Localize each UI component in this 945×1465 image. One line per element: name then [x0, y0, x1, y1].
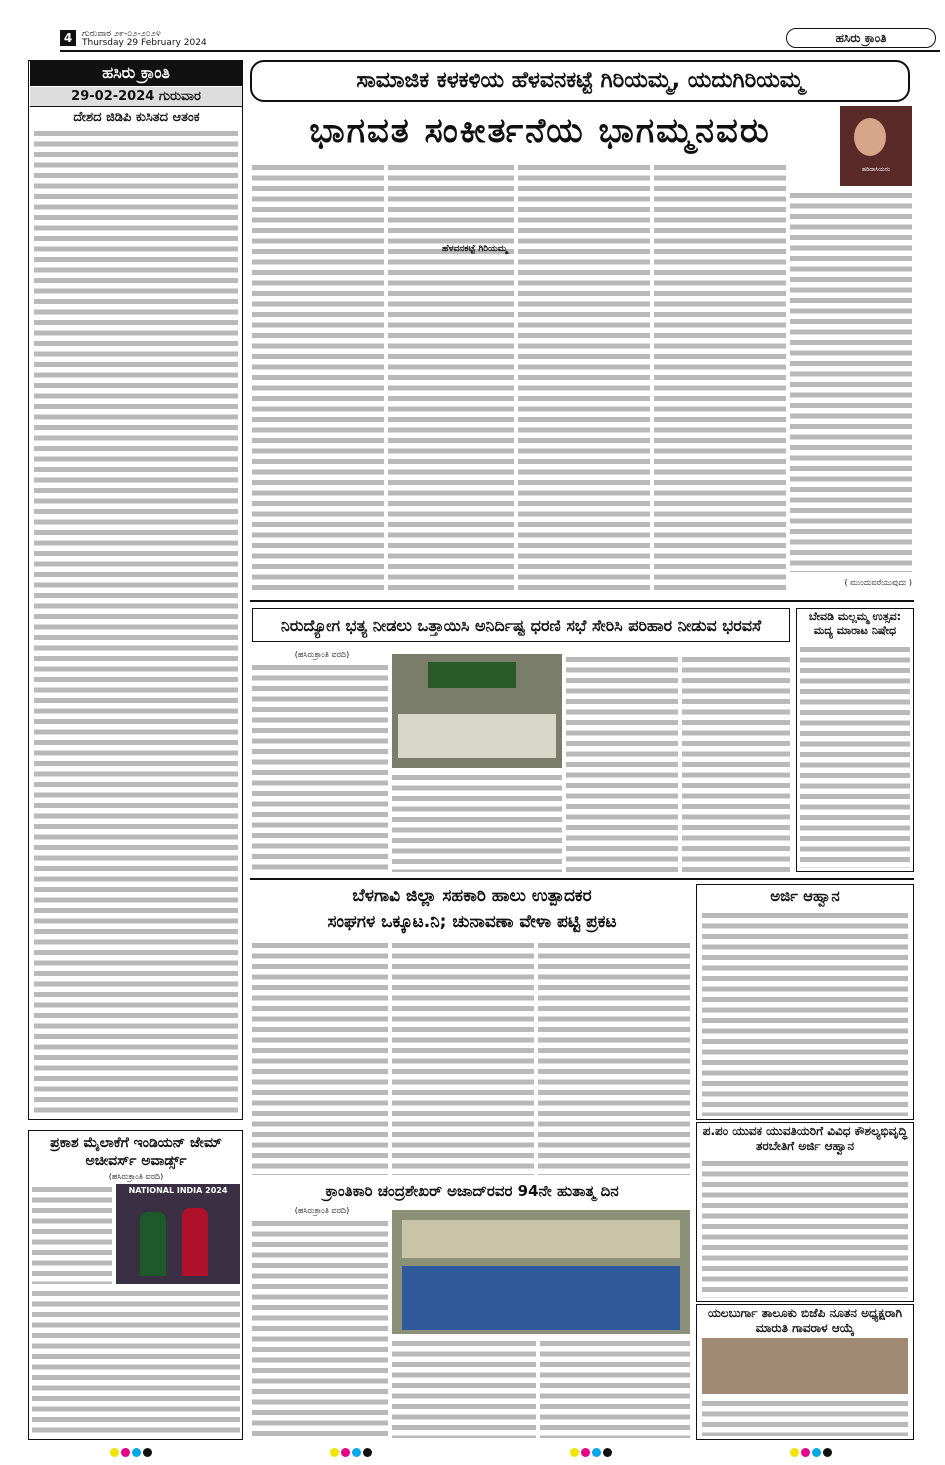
- liquor-ban-body: [800, 644, 910, 868]
- protest-col-1: [252, 662, 388, 872]
- azad-col-2: [392, 1338, 536, 1438]
- dairy-col-3: [538, 940, 690, 1175]
- liquor-ban-headline: ಬೇವಡಿ ಮಲ್ಲಮ್ಮ ಉತ್ಸವ: ಮದ್ಯ ಮಾರಾಟ ನಿಷೇಧ: [808, 610, 902, 637]
- protest-banner: [428, 662, 516, 688]
- protest-col-4: [682, 654, 790, 872]
- training-body: [702, 1158, 908, 1298]
- protest-crowd: [398, 714, 556, 758]
- top-story-col-3: [518, 162, 650, 594]
- reg-dot-yellow: [790, 1448, 799, 1457]
- protest-col-3: [566, 654, 678, 872]
- mid-rule: [250, 878, 914, 880]
- top-story-kicker: ಸಾಮಾಜಿಕ ಕಳಕಳಿಯ ಹೆಳವನಕಟ್ಟೆ ಗಿರಿಯಮ್ಮ, ಯದುಗಿರಿಯಮ್ಮ: [250, 60, 910, 102]
- left-main-body: [34, 128, 238, 1113]
- azad-headline: ಕ್ರಾಂತಿಕಾರಿ ಚಂದ್ರಶೇಖರ್ ಅಜಾದ್‌ರವರ 94ನೇ ಹುತಾತ್ಮ ದಿನ: [325, 1182, 619, 1200]
- award-person-1: [140, 1212, 166, 1276]
- reg-dot-cyan: [812, 1448, 821, 1457]
- award-body: [32, 1288, 240, 1436]
- azad-students: [402, 1266, 680, 1330]
- top-story-subhead: ಹೆಳವನಕಟ್ಟೆ ಗಿರಿಯಮ್ಮ: [442, 244, 508, 254]
- reg-dot-black: [143, 1448, 152, 1457]
- header-date-kannada: ಗುರುವಾರ ೨೯-೦೨-೨೦೨೪: [82, 29, 161, 39]
- header-date-english: Thursday 29 February 2024: [82, 38, 207, 48]
- reg-dot-black: [363, 1448, 372, 1457]
- reg-marks-left: [110, 1442, 154, 1461]
- award-dateline: (ಹಸಿರುಕ್ರಾಂತಿ ವರದಿ): [108, 1172, 164, 1181]
- azad-dateline: (ಹಸಿರುಕ್ರಾಂತಿ ವರದಿ): [294, 1206, 350, 1215]
- protest-dateline: (ಹಸಿರುಕ್ರಾಂತಿ ವರದಿ): [294, 650, 350, 659]
- portrait-label: ಹರಿದಾಸಿಯರು: [861, 166, 890, 173]
- azad-col-1: [252, 1218, 388, 1438]
- masthead: ಹಸಿರು ಕ್ರಾಂತಿ: [30, 60, 242, 86]
- header-rule: [60, 50, 940, 52]
- award-body-top: [32, 1184, 112, 1284]
- reg-dot-yellow: [330, 1448, 339, 1457]
- reg-dot-magenta: [121, 1448, 130, 1457]
- protest-photo: [392, 654, 562, 768]
- top-story-headline: ಭಾಗವತ ಸಂಕೀರ್ತನೆಯ ಭಾಗಮ್ಮನವರು: [250, 106, 830, 156]
- header-paper-name: ಹಸಿರು ಕ್ರಾಂತಿ: [786, 28, 936, 48]
- top-story-col-4: [654, 162, 786, 594]
- reg-marks-center-2: [570, 1442, 614, 1461]
- dairy-headline-1: ಬೆಳಗಾವಿ ಜಿಲ್ಲಾ ಸಹಕಾರಿ ಹಾಲು ಉತ್ಪಾದಕರ: [352, 886, 592, 906]
- azad-back-row: [402, 1220, 680, 1258]
- award-person-2: [182, 1208, 208, 1276]
- application-headline: ಅರ್ಜಿ ಆಹ್ವಾನ: [770, 887, 840, 905]
- reg-dot-yellow: [570, 1448, 579, 1457]
- portrait-face: [854, 118, 886, 156]
- azad-photo: [392, 1210, 690, 1334]
- bjp-headline: ಯಲಬುರ್ಗಾ ತಾಲೂಕು ಬಿಜೆಪಿ ನೂತನ ಅಧ್ಯಕ್ಷರಾಗಿ ಮಾರುತಿ ಗಾವರಾಳ ಆಯ್ಕೆ: [707, 1306, 903, 1335]
- training-headline: ಪ.ಪಂ ಯುವಕ ಯುವತಿಯರಿಗೆ ವಿವಿಧ ಕೌಶಲ್ಯಭಿವೃದ್ಧಿ ತರಬೇತಿಗೆ ಅರ್ಜಿ ಆಹ್ವಾನ: [702, 1124, 908, 1153]
- reg-dot-cyan: [592, 1448, 601, 1457]
- award-photo: [116, 1184, 240, 1284]
- reg-marks-center: [330, 1442, 374, 1461]
- reg-dot-magenta: [801, 1448, 810, 1457]
- application-body: [702, 910, 908, 1116]
- top-story-continued: ( ಮುಂದುವರೆಯುವುದು ): [844, 578, 912, 587]
- top-story-portrait: [840, 106, 912, 186]
- top-story-col-5: [790, 190, 912, 572]
- page-number: 4: [60, 30, 76, 46]
- reg-dot-cyan: [132, 1448, 141, 1457]
- reg-dot-black: [603, 1448, 612, 1457]
- award-headline: ಪ್ರಕಾಶ ಮೈಲಾಕೆಗೆ ಇಂಡಿಯನ್ ಜೇಮ್ ಅಚೀವರ್ಸ್ ಅವಾರ್ಡ್ಸ್: [50, 1135, 222, 1169]
- reg-dot-magenta: [341, 1448, 350, 1457]
- left-main-headline: ದೇಶದ ಜಿಡಿಪಿ ಕುಸಿತದ ಆತಂಕ: [73, 110, 200, 125]
- top-story-col-2: [388, 162, 514, 594]
- azad-col-3: [540, 1338, 690, 1438]
- reg-dot-yellow: [110, 1448, 119, 1457]
- top-story-rule: [250, 600, 914, 602]
- masthead-date: 29-02-2024 ಗುರುವಾರ: [30, 87, 242, 107]
- reg-dot-cyan: [352, 1448, 361, 1457]
- reg-dot-magenta: [581, 1448, 590, 1457]
- award-photo-caption: NATIONAL INDIA 2024: [128, 1186, 228, 1195]
- bjp-photo: [702, 1338, 908, 1394]
- protest-col-2: [392, 772, 562, 872]
- header-date: [82, 30, 207, 48]
- top-story-col-1: [252, 162, 384, 594]
- protest-headline: ನಿರುದ್ಯೋಗ ಭತ್ಯ ನೀಡಲು ಒತ್ತಾಯಿಸಿ ಅನಿರ್ದಿಷ್ಟ ಧರಣಿ ಸಭೆ ಸೇರಿಸಿ ಪರಿಹಾರ ನೀಡುವ ಭರವಸೆ: [252, 608, 790, 642]
- reg-dot-black: [823, 1448, 832, 1457]
- dairy-col-2: [392, 940, 534, 1175]
- bjp-body: [702, 1398, 908, 1436]
- dairy-headline-2: ಸಂಘಗಳ ಒಕ್ಕೂಟ.ನಿ; ಚುನಾವಣಾ ವೇಳಾ ಪಟ್ಟಿ ಪ್ರಕಟ: [327, 912, 617, 932]
- dairy-col-1: [252, 940, 388, 1175]
- reg-marks-right: [790, 1442, 834, 1461]
